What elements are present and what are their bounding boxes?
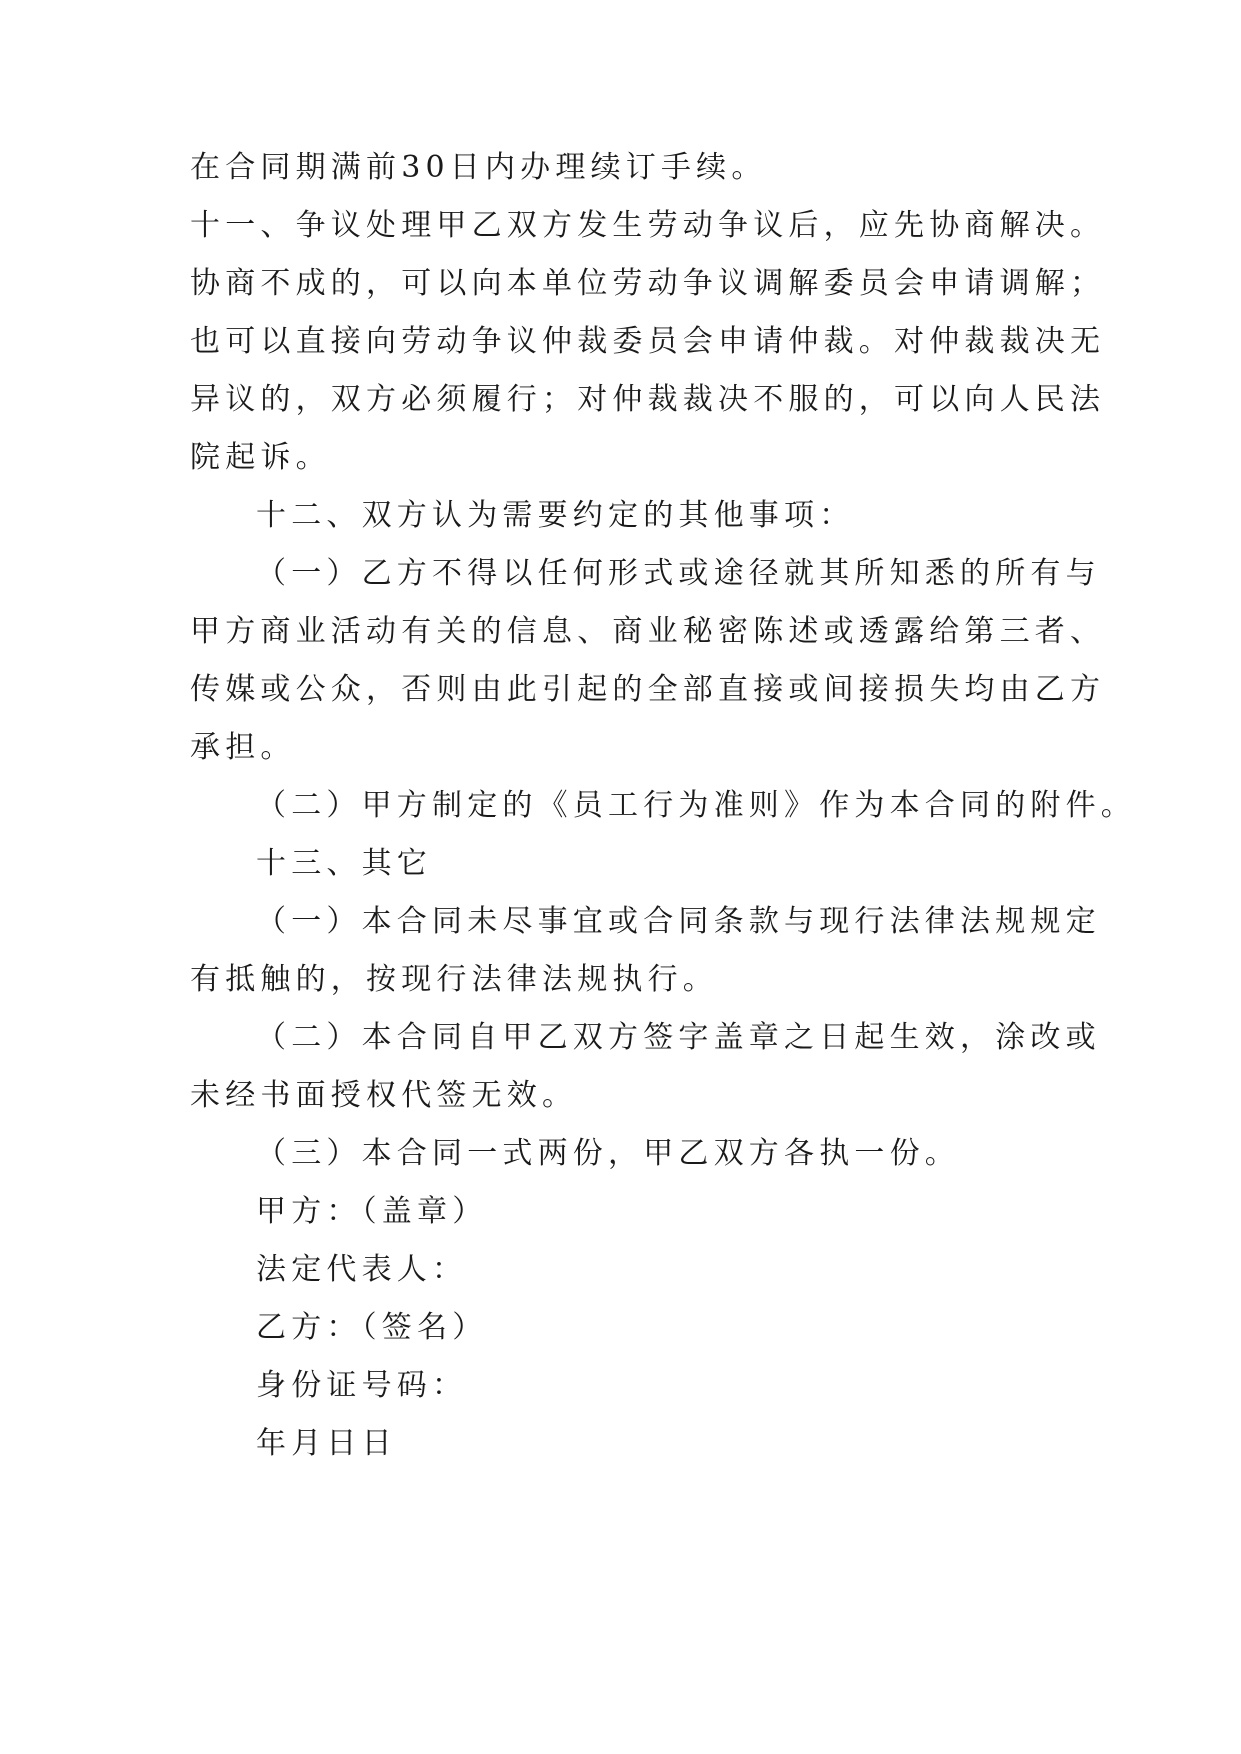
- paragraph-line: （二）本合同自甲乙双方签字盖章之日起生效，涂改或: [256, 1020, 1101, 1055]
- paragraph-line: （一）乙方不得以任何形式或途径就其所知悉的所有与: [256, 556, 1101, 591]
- party-a-signature-label: 甲方：（盖章）: [256, 1194, 488, 1229]
- paragraph-line: （二）甲方制定的《员工行为准则》作为本合同的附件。: [256, 788, 1136, 823]
- section-heading: 十三、其它: [256, 846, 432, 881]
- paragraph-line: 未经书面授权代签无效。: [190, 1078, 578, 1113]
- paragraph-line: 承担。: [190, 730, 296, 765]
- paragraph-line: 有抵触的，按现行法律法规执行。: [190, 962, 718, 997]
- id-number-label: 身份证号码：: [256, 1368, 468, 1403]
- paragraph-line: 在合同期满前30日内办理续订手续。: [190, 150, 767, 185]
- date-label: 年月日日: [256, 1426, 397, 1461]
- paragraph-line: 院起诉。: [190, 440, 331, 475]
- paragraph-line: 甲方商业活动有关的信息、商业秘密陈述或透露给第三者、: [190, 614, 1106, 649]
- legal-representative-label: 法定代表人：: [256, 1252, 468, 1287]
- party-b-signature-label: 乙方：（签名）: [256, 1310, 488, 1345]
- paragraph-line: 协商不成的，可以向本单位劳动争议调解委员会申请调解；: [190, 266, 1106, 301]
- paragraph-line: （一）本合同未尽事宜或合同条款与现行法律法规规定: [256, 904, 1101, 939]
- paragraph-line: 十一、争议处理甲乙双方发生劳动争议后，应先协商解决。: [190, 208, 1106, 243]
- section-heading: 十二、双方认为需要约定的其他事项：: [256, 498, 855, 533]
- paragraph-line: 异议的，双方必须履行；对仲裁裁决不服的，可以向人民法: [190, 382, 1106, 417]
- paragraph-line: 也可以直接向劳动争议仲裁委员会申请仲裁。对仲裁裁决无: [190, 324, 1106, 359]
- paragraph-line: 传媒或公众，否则由此引起的全部直接或间接损失均由乙方: [190, 672, 1106, 707]
- paragraph-line: （三）本合同一式两份，甲乙双方各执一份。: [256, 1136, 960, 1171]
